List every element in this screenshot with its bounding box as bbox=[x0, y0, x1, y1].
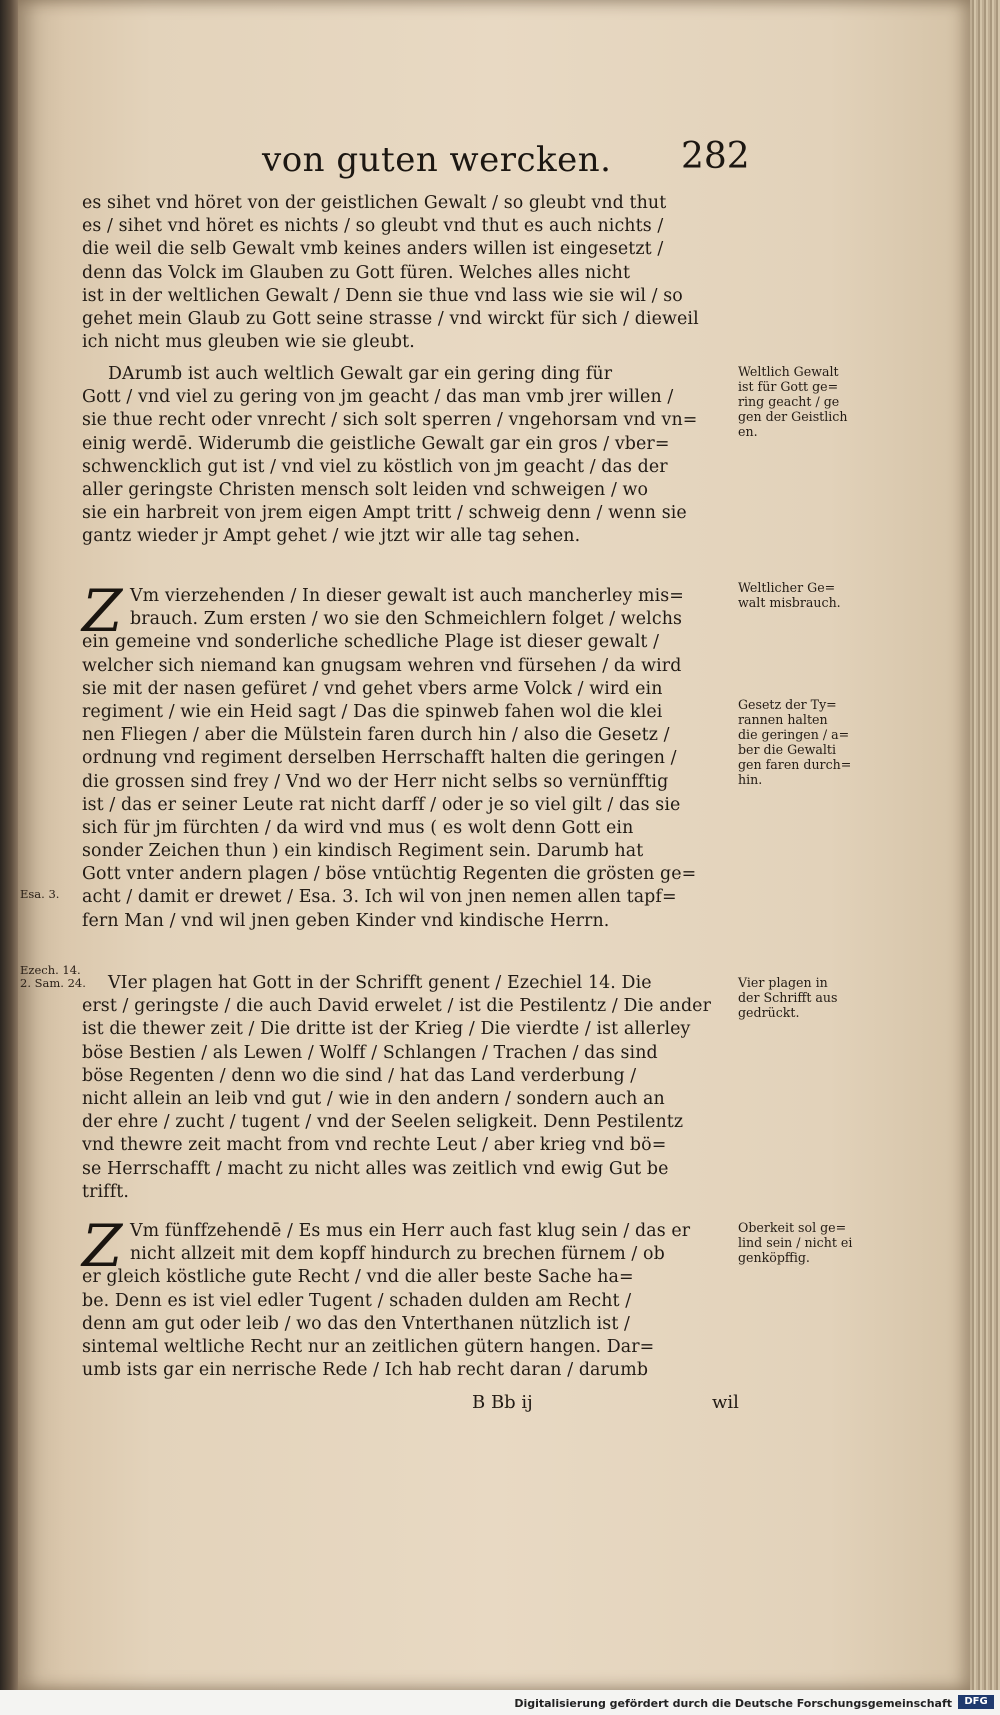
running-title: von guten wercken. bbox=[262, 140, 612, 180]
paragraph-5 bbox=[82, 1220, 754, 1382]
text-line: ordnung vnd regiment derselben Herrschafft halten die geringen / bbox=[82, 748, 677, 769]
text-line: gehet mein Glaub zu Gott seine strasse / vnd wirckt für sich / dieweil bbox=[82, 308, 699, 329]
book-gutter bbox=[0, 0, 18, 1715]
margin-note-line: rannen halten bbox=[738, 712, 828, 727]
drop-cap: Z bbox=[82, 577, 123, 645]
text-line: er gleich köstliche gute Recht / vnd die aller beste Sache ha= bbox=[82, 1267, 634, 1288]
text-line: einig werdē. Widerumb die geistliche Gewalt gar ein gros / vber= bbox=[82, 433, 670, 454]
left-margin-note-line: 2. Sam. 24. bbox=[20, 976, 86, 990]
text-line: be. Denn es ist viel edler Tugent / schaden dulden am Recht / bbox=[82, 1290, 632, 1311]
text-line: trifft. bbox=[82, 1181, 129, 1202]
text-line: vnd thewre zeit macht from vnd rechte Leut / aber krieg vnd bö= bbox=[82, 1135, 667, 1156]
text-line: fern Man / vnd wil jnen geben Kinder vnd kindische Herrn. bbox=[82, 910, 610, 931]
text-line: es / sihet vnd höret es nichts / so gleubt vnd thut es auch nichts / bbox=[82, 216, 664, 237]
text-line: nicht allein an leib vnd gut / wie in den andern / sondern auch an bbox=[82, 1088, 665, 1109]
text-line: nen Fliegen / aber die Mülstein faren durch hin / also die Gesetz / bbox=[82, 725, 670, 746]
text-line: sie mit der nasen gefüret / vnd gehet vbers arme Volck / wird ein bbox=[82, 678, 663, 699]
text-line: die grossen sind frey / Vnd wo der Herr nicht selbs so vernünfftig bbox=[82, 771, 669, 792]
text-line: die weil die selb Gewalt vmb keines anders willen ist eingesetzt / bbox=[82, 239, 664, 260]
margin-note-line: Weltlich Gewalt bbox=[738, 364, 839, 379]
text-line: ist / das er seiner Leute rat nicht darff / oder je so viel gilt / das sie bbox=[82, 794, 681, 815]
text-line: erst / geringste / die auch David erwelet / ist die Pestilentz / Die ander bbox=[82, 996, 711, 1017]
digitization-credit: Digitalisierung gefördert durch die Deutsche Forschungsgemeinschaft bbox=[514, 1697, 952, 1710]
margin-note bbox=[738, 580, 888, 610]
margin-note-line: gen faren durch= bbox=[738, 757, 852, 772]
paragraph-4 bbox=[82, 972, 754, 1204]
margin-note-line: gen der Geistlich bbox=[738, 409, 848, 424]
text-line: gantz wieder jr Ampt gehet / wie jtzt wir alle tag sehen. bbox=[82, 526, 581, 547]
text-line: denn am gut oder leib / wo das den Vnterthanen nützlich ist / bbox=[82, 1313, 631, 1334]
margin-note-line: ist für Gott ge= bbox=[738, 379, 839, 394]
page-edges bbox=[970, 0, 1000, 1715]
text-line: Vm vierzehenden / In dieser gewalt ist auch mancherley mis= bbox=[130, 586, 684, 606]
text-line: nicht allzeit mit dem kopff hindurch zu brechen fürnem / ob bbox=[130, 1244, 665, 1265]
text-line: Gott vnter andern plagen / böse vntüchtig Regenten die grösten ge= bbox=[82, 864, 697, 885]
text-line: sie ein harbreit von jrem eigen Ampt tritt / schweig denn / wenn sie bbox=[82, 503, 687, 524]
margin-note-line: lind sein / nicht ei bbox=[738, 1235, 853, 1250]
catchword: wil bbox=[712, 1392, 739, 1413]
drop-cap: Z bbox=[82, 1212, 123, 1280]
text-line: böse Bestien / als Lewen / Wolff / Schlangen / Trachen / das sind bbox=[82, 1042, 658, 1063]
text-line: welcher sich niemand kan gnugsam wehren vnd fürsehen / da wird bbox=[82, 655, 682, 676]
text-line: sonder Zeichen thun ) ein kindisch Regiment sein. Darumb hat bbox=[82, 841, 644, 862]
margin-note-line: Vier plagen in bbox=[738, 975, 828, 990]
margin-note bbox=[738, 364, 888, 439]
text-line: denn das Volck im Glauben zu Gott füren. Welches alles nicht bbox=[82, 262, 631, 283]
text-line: brauch. Zum ersten / wo sie den Schmeichlern folget / welchs bbox=[130, 609, 683, 630]
margin-note-line: gedrückt. bbox=[738, 1005, 800, 1020]
margin-note-line: walt misbrauch. bbox=[738, 595, 841, 610]
margin-note-line: der Schrifft aus bbox=[738, 990, 838, 1005]
margin-note-line: hin. bbox=[738, 772, 763, 787]
text-line: der ehre / zucht / tugent / vnd der Seelen seligkeit. Denn Pestilentz bbox=[82, 1112, 684, 1133]
signature-mark: B Bb ij bbox=[472, 1392, 533, 1413]
text-line: aller geringste Christen mensch solt leiden vnd schweigen / wo bbox=[82, 479, 649, 500]
page-number: 282 bbox=[681, 136, 750, 177]
text-line: umb ists gar ein nerrische Rede / Ich hab recht daran / darumb bbox=[82, 1360, 649, 1381]
margin-note-line: ber die Gewalti bbox=[738, 742, 837, 757]
margin-note-line: die geringen / a= bbox=[738, 727, 850, 742]
page-header bbox=[0, 136, 1000, 186]
text-line: sie thue recht oder vnrecht / sich solt sperren / vngehorsam vnd vn= bbox=[82, 410, 698, 431]
text-line: acht / damit er drewet / Esa. 3. Ich wil von jnen nemen allen tapf= bbox=[82, 887, 677, 908]
text-line: ich nicht mus gleuben wie sie gleubt. bbox=[82, 332, 415, 353]
margin-note bbox=[738, 697, 888, 787]
margin-note-line: en. bbox=[738, 424, 758, 439]
text-line: sintemal weltliche Recht nur an zeitlichen gütern hangen. Dar= bbox=[82, 1336, 655, 1357]
text-line: ist in der weltlichen Gewalt / Denn sie thue vnd lass wie sie wil / so bbox=[82, 285, 683, 306]
text-line: böse Regenten / denn wo die sind / hat das Land verderbung / bbox=[82, 1065, 637, 1086]
margin-note-line: ring geacht / ge bbox=[738, 394, 840, 409]
paragraph-2 bbox=[82, 363, 754, 549]
text-line: DArumb ist auch weltlich Gewalt gar ein gering ding für bbox=[108, 364, 613, 384]
left-margin-note bbox=[20, 964, 86, 990]
text-line: Gott / vnd viel zu gering von jm geacht / das man vmb jrer willen / bbox=[82, 387, 674, 408]
text-line: se Herrschafft / macht zu nicht alles was zeitlich vnd ewig Gut be bbox=[82, 1158, 669, 1179]
margin-note-line: Weltlicher Ge= bbox=[738, 580, 836, 595]
left-margin-note-line: Ezech. 14. bbox=[20, 963, 81, 977]
dfg-logo: DFG bbox=[958, 1695, 994, 1709]
margin-note bbox=[738, 1220, 888, 1265]
margin-note bbox=[738, 975, 888, 1020]
margin-note-line: genköpffig. bbox=[738, 1250, 810, 1265]
text-line: es sihet vnd höret von der geistlichen Gewalt / so gleubt vnd thut bbox=[82, 193, 667, 213]
left-margin-note bbox=[20, 888, 59, 901]
left-margin-note-line: Esa. 3. bbox=[20, 887, 60, 901]
text-line: regiment / wie ein Heid sagt / Das die spinweb fahen wol die klei bbox=[82, 701, 663, 722]
text-line: sich für jm fürchten / da wird vnd mus ( es wolt denn Gott ein bbox=[82, 817, 634, 838]
paragraph-1 bbox=[82, 192, 754, 354]
text-line: schwencklich gut ist / vnd viel zu köstlich von jm geacht / das der bbox=[82, 456, 668, 477]
text-line: ist die thewer zeit / Die dritte ist der Krieg / Die vierdte / ist allerley bbox=[82, 1019, 691, 1040]
margin-note-line: Gesetz der Ty= bbox=[738, 697, 837, 712]
margin-note-line: Oberkeit sol ge= bbox=[738, 1220, 847, 1235]
paragraph-3 bbox=[82, 585, 754, 933]
text-line: Vm fünffzehendē / Es mus ein Herr auch fast klug sein / das er bbox=[130, 1221, 691, 1241]
text-line: ein gemeine vnd sonderliche schedliche Plage ist dieser gewalt / bbox=[82, 632, 660, 653]
text-line: VIer plagen hat Gott in der Schrifft genent / Ezechiel 14. Die bbox=[108, 973, 652, 993]
